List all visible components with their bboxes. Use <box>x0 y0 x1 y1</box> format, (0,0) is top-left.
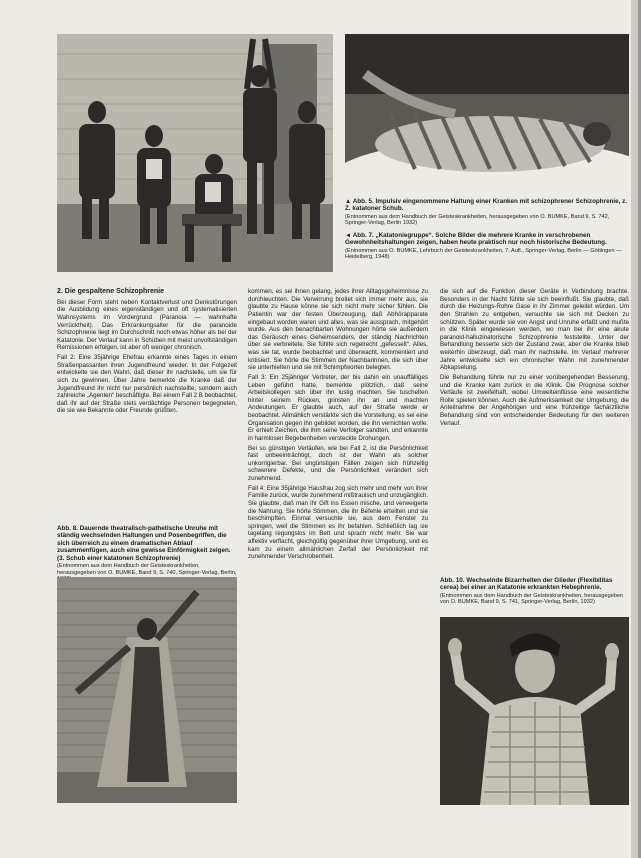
paragraph: Fall 2: Eine 35jährige Ehefrau erkannte eines Tages in einem Straßenpassanten ihren Jugendfreund wieder. In der Folgezeit entwickelte sie den Wahn, daß dieser ihr nachstelle, um sie für sich zu gewinnen. Über Jahre bemerkte die Kranke daß der Jugendfreund ihr nicht nur persönlich nachstellte, sondern auch zahlreiche „Agenten“ beschäftigte. Bei einem Fall 2 B beobachtet, daß ihr auf der Straße stets verdächtige Personen begegneten, die sie wie Bekannte oder Freunde grüßten. <box>57 354 237 415</box>
photo-abb7-katatonia-group <box>57 34 333 272</box>
paragraph: Bei so günstigen Verläufen, wie bei Fall 2, ist die Persönlichkeit fast unbeeinträchtigt, doch ist der Wahn als solcher unkorrigierbar. Bei ungünstigen Fällen zeigen sich frühzeitig schwerere Defekte, und die Persönlichkeit verändert sich zunehmend. <box>248 444 428 482</box>
caption-abb8-text: Abb. 8. Dauernde theatralisch-pathetische Unruhe mit ständig wechselnden Haltungen und Posenbegriffen, die sich überreich zu einem dramatischen Ablauf zusammenfügen, auch eine gewisse Einförmigkeit zeigen. (3. Schub einer katatonen Schizophrenie) <box>57 525 231 562</box>
page-edge-shadow <box>631 0 641 858</box>
text-column-2 <box>248 288 428 563</box>
paragraph: die sich auf die Funktion dieser Geräte in Verbindung brachte. Besonders in der Nacht fühlte sie sich beeinflußt. Sie glaubte, daß durch die Heizungs-Rohre Gase in ihr Zimmer geleitet würden. Um den Strahlen zu entgehen, versuchte sie sich mit Decken zu schützen. Später wurde sie von Angst und Unruhe erfaßt und mußte in die Klinik eingewiesen werden, wo man bei ihr eine akute paranoid-halluzinatorische Schizophrenie feststellte. Unter der Behandlung besserte sich der Zustand zwar, aber die Kranke blieb weiterhin überzeugt, daß man ihr nachstelle. Im Verlauf mehrerer Jahre entwickelte sich ein chronischer Wahn mit zunehmender Abkapselung. <box>440 288 629 372</box>
caption-abb5-text: ▲ Abb. 5. Impulsiv eingenommene Haltung einer Kranken mit schizophrener Schizophrenie, z. Z. katatoner Schub. <box>345 198 628 213</box>
caption-abb5-source: (Entnommen aus dem Handbuch der Geisteskrankheiten, herausgegeben von O. BUMKE, Band 9, S. 742, Springer-Verlag, Berlin 1932) <box>345 213 610 227</box>
section-heading: 2. Die gespaltene Schizophrenie <box>57 288 164 295</box>
photo-abb10-flexibilitas-cerea <box>440 617 629 805</box>
caption-abb10-source: (Entnommen aus dem Handbuch der Geisteskrankheiten, herausgegeben von O. BUMKE, Band 9, S. 741, Springer-Verlag, Berlin, 1932) <box>440 592 624 606</box>
caption-abb7 <box>345 232 629 261</box>
paragraph: Fall 4: Eine 35jährige Hausfrau zog sich mehr und mehr von ihrer Familie zurück, wurde zunehmend mißtrauisch und unzugänglich. Sie glaubte, daß man ihr Gift ins Essen mische, und verweigerte die Nahrung. Sie hörte Stimmen, die ihr Befehle erteilten und sie beschimpften. Einmal versuchte sie, aus dem Fenster zu springen, weil die Stimmen es ihr befahlen. Schließlich lag sie tagelang regungslos im Bett und sprach nicht mehr. Sie war affektiv verflacht, gleichgültig gegenüber ihrer Umgebung, und es kam zu einem allmählichen Zerfall der Persönlichkeit mit zunehmender Verschrobenheit. <box>248 484 428 561</box>
caption-abb5 <box>345 198 629 227</box>
paragraph: Die Behandlung führte nur zu einer vorübergehenden Besserung, und die Kranke kam zurück in die Klinik. Die Prognose solcher Verläufe ist zweifelhaft, wobei Umwelteinflüsse eine wesentliche Rolle spielen können. Auch die Aufmerksamkeit der Umgebung, die Anteilnahme der Angehörigen und eine frühzeitige fachärztliche Behandlung sind von entscheidender Bedeutung für den weiteren Verlauf. <box>440 373 629 427</box>
caption-abb8-source: (Entnommen aus dem Handbuch der Geisteskrankheiten, herausgegeben von O. BUMKE, Band 9, S. 740, Springer-Verlag, Berlin, <box>57 563 237 576</box>
photo-abb5-reclining-patient <box>345 34 629 194</box>
caption-abb7-source: (Entnommen aus O. BUMKE, Lehrbuch der Geisteskrankheiten, 7. Aufl., Springer-Verlag, Berlin — Göttingen — Heidelberg, 1948) <box>345 247 622 261</box>
paragraph: Bei dieser Form steht neben Kontaktverlust und Denkstörungen die Ausbildung eines eigenständigen und oft systematisierten Wahnsystems im Vordergrund (Paranoia — wahnhafte Verrücktheit). Das Erkrankungsalter für die paranoide Schizophrenie liegt im Durchschnitt noch etwas höher als bei der Katatonie. Der Verlauf kann in Schüben mit meist unvollständigen Remissionen erfolgen, ist aber oft weniger chronisch. <box>57 298 237 352</box>
paragraph: kommen, es sei ihnen gelang, jedes ihrer Alltagsgeheimnisse zu durchleuchten. Die Verwirrung breitet sich immer mehr aus, sie glaubte zu Hause könne sie sich nicht mehr sicher fühlen. Die Patientin war der festen Überzeugung, daß Abhörapparate eingebaut worden waren und alles, was sie aussprach, mitgehört wurde. Aus den benachbarten Wohnungen hörte sie außerdem das Geräusch eines Geheimsenders, der ständig Nachrichten über sie verbreitete. Sie fühlte sich regelrecht „gefesselt“. Alles, was sie tat, wurde beobachtet und überwacht, kommentiert und kritisiert. Sie hörte die Stimmen der Nachbarinnen, die sich über sie unterhielten und sie mit Schimpfworten belegten. <box>248 288 428 372</box>
caption-abb10-text: Abb. 10. Wechselnde Bizarrheiten der Glieder (Flexibilitas cerea) bei einer an Katatonie erkrankten Hebephrenie. <box>440 577 613 592</box>
paragraph: Fall 3: Ein 25jähriger Vertreter, der bis dahin ein unauffälliges Leben geführt hatte, bemerkte plötzlich, daß seine Arbeitskollegen sich über ihn lustig machten. Sie tuschelten hinter seinem Rücken, grinsten ihn an und machten Andeutungen. Er glaubte auch, auf der Straße werde er beobachtet. Allmählich verstärkte sich die Vorstellung, es sei eine Organisation gegen ihn gebildet worden, die ihn vernichten wolle. Er erhielt Zeichen, die ihm seine Verfolger sandten, und erkannte in harmlosen Begebenheiten versteckte Drohungen. <box>248 373 428 442</box>
photo-abb8-theatrical-pose <box>57 577 237 803</box>
caption-abb7-text: ◄ Abb. 7. „Katatoniegruppe“. Solche Bilder die mehrere Kranke in verschrobenen Gewohnheitshaltungen zeigen, haben heute praktisch nur noch historische Bedeutung. <box>345 232 607 247</box>
text-column-3 <box>440 288 629 429</box>
text-column-1 <box>57 288 237 417</box>
caption-abb10 <box>440 577 629 606</box>
caption-abb8 <box>57 525 237 583</box>
